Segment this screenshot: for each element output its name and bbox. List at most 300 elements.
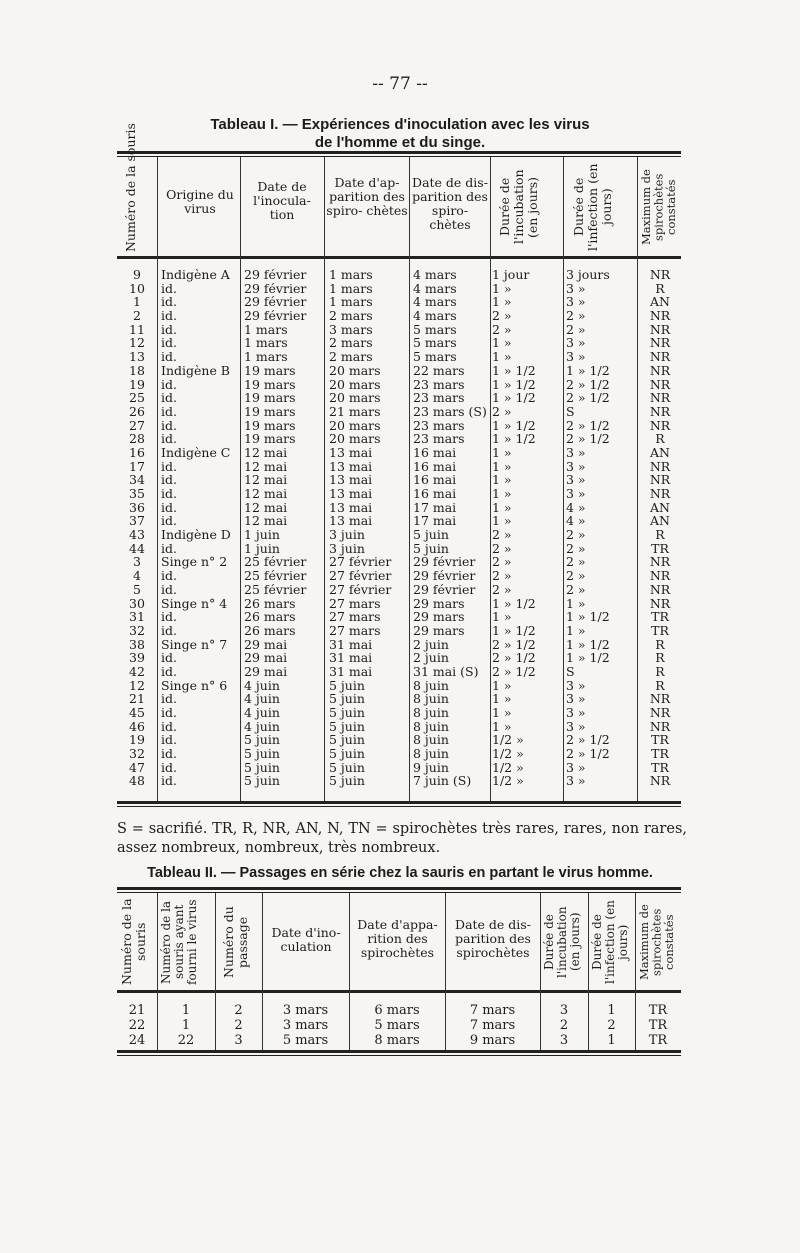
table-row: [117, 610, 681, 624]
table1-body: [117, 268, 681, 788]
cell-num: 45: [129, 705, 145, 720]
table-row: [117, 405, 681, 419]
cell-max: AN: [650, 513, 670, 529]
cell-app: 20 mars: [329, 376, 381, 392]
cell-disp: 29 février: [413, 581, 476, 597]
cell-incub: 2 »: [492, 527, 512, 543]
cell-infect: 2: [607, 1018, 616, 1033]
cell-incub: 1 »: [492, 444, 512, 460]
cell-infect: 3 jours: [566, 267, 610, 282]
cell-origine: id.: [161, 650, 177, 666]
table-row: [117, 761, 681, 775]
cell-disp: 5 mars: [413, 321, 457, 337]
table2-top-rule-2: [117, 892, 681, 893]
cell-disp: 16 mai: [413, 486, 457, 501]
cell-inoc: 29 février: [244, 267, 307, 282]
cell-max: AN: [650, 444, 670, 460]
cell-app: 27 février: [329, 554, 392, 570]
cell-disp: 5 juin: [413, 527, 449, 543]
cell-origine: id.: [161, 499, 177, 515]
cell-incub: 3: [559, 1003, 569, 1018]
cell-inoc: 29 février: [244, 294, 307, 310]
cell-max: R: [655, 650, 665, 666]
cell-infect: 1 » 1/2: [566, 650, 610, 666]
cell-app: 5 juin: [329, 691, 365, 707]
cell-infect: 1: [607, 1033, 616, 1048]
cell-incub: 1 »: [492, 677, 512, 693]
t1-header-numero: Numéro de la souris: [123, 123, 138, 252]
cell-app: 5 mars: [374, 1018, 420, 1033]
cell-incub: 2 »: [492, 308, 512, 324]
cell-infect: 3 »: [566, 458, 586, 474]
cell-num: 5: [133, 581, 141, 597]
cell-incub: 1 »: [492, 472, 512, 488]
cell-max: NR: [649, 472, 671, 488]
cell-max: TR: [651, 609, 669, 625]
cell-incub: 2 » 1/2: [492, 663, 536, 679]
cell-num: 38: [129, 636, 145, 652]
cell-max: NR: [649, 349, 671, 365]
cell-max: R: [655, 431, 665, 447]
cell-app: 21 mars: [329, 403, 381, 419]
cell-inoc: 19 mars: [244, 431, 296, 447]
cell-origine: Singe n° 7: [161, 636, 228, 652]
cell-incub: 2 »: [492, 540, 512, 556]
cell-max: TR: [651, 540, 669, 556]
cell-disp: 29 mars: [413, 622, 465, 638]
table-row: [117, 555, 681, 569]
cell-max: R: [655, 527, 665, 543]
cell-num: 22: [128, 1018, 146, 1033]
cell-disp: 16 mai: [413, 444, 457, 460]
cell-inoc: 3 mars: [282, 1003, 329, 1018]
cell-inoc: 5 juin: [244, 759, 280, 775]
t1-header-infection: Durée de l'infection (en jours): [571, 163, 614, 251]
cell-num: 16: [129, 444, 145, 460]
cell-infect: 1 » 1/2: [566, 636, 610, 652]
table-row: [117, 336, 681, 350]
cell-infect: 3 »: [566, 705, 586, 720]
table1-bottom-rule-2: [117, 806, 681, 807]
cell-incub: 1 » 1/2: [492, 390, 536, 406]
cell-infect: 1: [607, 1003, 616, 1018]
cell-disp: 7 mars: [469, 1018, 516, 1033]
cell-origine: id.: [161, 417, 177, 433]
cell-infect: 2 »: [566, 568, 586, 584]
t1-header-maximum: Maximum de spirochètes constatés: [639, 169, 678, 245]
cell-origine: id.: [161, 431, 177, 447]
cell-infect: 1 » 1/2: [566, 609, 610, 625]
cell-disp: 5 mars: [413, 349, 457, 365]
cell-incub: 1 »: [492, 280, 512, 296]
cell-origine: id.: [161, 540, 177, 556]
cell-disp: 8 juin: [413, 746, 449, 762]
cell-disp: 7 juin (S): [413, 773, 472, 789]
table-row: [117, 268, 681, 282]
cell-app: 3 mars: [329, 321, 373, 337]
cell-inoc: 1 juin: [244, 540, 280, 556]
cell-app: 31 mai: [329, 650, 373, 666]
t2-header-apparition: Date d'appa- rition des spirochètes: [357, 917, 438, 960]
cell-origine: Singe n° 6: [161, 677, 228, 693]
table-row: [117, 692, 681, 706]
table2-bottom-rule-2: [117, 1055, 681, 1056]
t2-header-incubation: Durée de l'incubation (en jours): [542, 906, 582, 978]
cell-app: 13 mai: [329, 444, 373, 460]
cell-inoc: 4 juin: [244, 691, 280, 707]
cell-num: 4: [133, 568, 141, 584]
cell-max: NR: [649, 458, 671, 474]
cell-infect: 2 »: [566, 308, 586, 324]
cell-infect: 3 »: [566, 759, 586, 775]
table-row: [117, 679, 681, 693]
table-row: [117, 378, 681, 392]
cell-disp: 2 juin: [413, 636, 449, 652]
legend-note: S = sacrifié. TR, R, NR, AN, N, TN = spirochètes très rares, rares, non rares, assez nombreux, nombreux, très nombreux.: [117, 821, 687, 856]
cell-inoc: 26 mars: [244, 595, 296, 611]
cell-num: 25: [129, 390, 145, 406]
cell-num: 37: [129, 513, 145, 529]
cell-disp: 7 mars: [469, 1003, 516, 1018]
cell-incub: 2: [559, 1018, 569, 1033]
table-row: [117, 542, 681, 556]
cell-app: 5 juin: [329, 705, 365, 720]
cell-disp: 8 juin: [413, 718, 449, 734]
cell-app: 27 mars: [329, 609, 381, 625]
cell-origine: id.: [161, 581, 177, 597]
cell-app: 20 mars: [329, 362, 381, 378]
cell-num: 30: [129, 595, 145, 611]
cell-incub: 1 »: [492, 335, 512, 351]
cell-incub: 2 »: [492, 321, 512, 337]
table-row: [117, 514, 681, 528]
cell-infect: 2 »: [566, 540, 586, 556]
table-row: [117, 747, 681, 761]
cell-origine: id.: [161, 403, 177, 419]
cell-max: TR: [651, 746, 669, 762]
cell-inoc: 12 mai: [244, 472, 288, 488]
cell-num: 18: [129, 362, 145, 378]
cell-origine: id.: [161, 759, 177, 775]
cell-num: 9: [133, 267, 141, 282]
cell-origine: id.: [161, 732, 177, 748]
cell-num: 19: [129, 376, 145, 392]
cell-inoc: 25 février: [244, 568, 307, 584]
cell-inoc: 12 mai: [244, 458, 288, 474]
cell-max: TR: [651, 759, 669, 775]
table-row: [117, 501, 681, 515]
cell-max: NR: [649, 568, 671, 584]
cell-incub: 1 »: [492, 294, 512, 310]
table-row: [117, 706, 681, 720]
cell-disp: 23 mars: [413, 431, 465, 447]
cell-incub: 1 »: [492, 486, 512, 501]
cell-incub: 1/2 »: [492, 746, 524, 762]
cell-app: 27 février: [329, 568, 392, 584]
table-row: [117, 720, 681, 734]
cell-incub: 1 » 1/2: [492, 417, 536, 433]
cell-infect: 3 »: [566, 335, 586, 351]
cell-infect: 2 » 1/2: [566, 390, 610, 406]
cell-inoc: 12 mai: [244, 513, 288, 529]
cell-app: 27 mars: [329, 595, 381, 611]
cell-num: 21: [128, 1003, 146, 1018]
cell-incub: 1 » 1/2: [492, 376, 536, 392]
cell-origine: Indigène A: [161, 267, 230, 282]
cell-max: NR: [649, 486, 671, 501]
cell-disp: 23 mars (S): [413, 403, 487, 419]
cell-disp: 5 juin: [413, 540, 449, 556]
cell-inoc: 1 juin: [244, 527, 280, 543]
cell-app: 2 mars: [329, 308, 373, 324]
cell-origine: id.: [161, 321, 177, 337]
table-row: [117, 597, 681, 611]
cell-max: NR: [649, 581, 671, 597]
cell-disp: 23 mars: [413, 417, 465, 433]
table-row: [117, 432, 681, 446]
t2-header-source: Numéro de la souris ayant fourni le virus: [159, 899, 199, 985]
cell-origine: id.: [161, 390, 177, 406]
cell-max: TR: [651, 622, 669, 638]
cell-infect: 2 »: [566, 581, 586, 597]
table-row: [117, 350, 681, 364]
cell-num: 46: [129, 718, 145, 734]
cell-source: 22: [177, 1033, 195, 1048]
t2-header-infection: Durée de l'infection (en jours): [590, 900, 630, 984]
t1-header-origine: Origine du virus: [166, 187, 234, 216]
table-row: [117, 1018, 681, 1033]
cell-infect: 3 »: [566, 691, 586, 707]
cell-num: 35: [129, 486, 145, 501]
cell-num: 1: [133, 294, 141, 310]
table-row: [117, 309, 681, 323]
cell-disp: 17 mai: [413, 499, 457, 515]
cell-max: NR: [649, 417, 671, 433]
table1-caption-line2: de l'homme et du singe.: [314, 134, 486, 151]
cell-app: 27 mars: [329, 622, 381, 638]
cell-max: AN: [650, 294, 670, 310]
cell-num: 36: [129, 499, 145, 515]
cell-incub: 2 »: [492, 581, 512, 597]
cell-infect: 3 »: [566, 472, 586, 488]
table1-bottom-rule: [117, 801, 681, 804]
cell-disp: 5 mars: [413, 335, 457, 351]
cell-inoc: 19 mars: [244, 390, 296, 406]
table-row: [117, 364, 681, 378]
cell-inoc: 1 mars: [244, 321, 288, 337]
cell-app: 13 mai: [329, 499, 373, 515]
cell-max: TR: [651, 732, 669, 748]
table1-top-rule: [117, 151, 681, 154]
cell-max: NR: [649, 335, 671, 351]
cell-origine: id.: [161, 718, 177, 734]
cell-incub: 1 »: [492, 349, 512, 365]
cell-origine: id.: [161, 622, 177, 638]
cell-origine: id.: [161, 568, 177, 584]
table-row: [117, 419, 681, 433]
cell-origine: id.: [161, 663, 177, 679]
cell-infect: 3 »: [566, 280, 586, 296]
table2-body: [117, 1003, 681, 1048]
cell-infect: 1 »: [566, 595, 586, 611]
cell-incub: 1 »: [492, 609, 512, 625]
cell-incub: 1 »: [492, 718, 512, 734]
cell-max: NR: [649, 691, 671, 707]
cell-app: 2 mars: [329, 349, 373, 365]
t1-header-apparition: Date d'ap- parition des spiro- chètes: [326, 175, 408, 218]
table2-top-rule: [117, 887, 681, 890]
cell-app: 8 mars: [374, 1033, 420, 1048]
t2-header-disparition: Date de dis- parition des spirochètes: [455, 917, 531, 960]
cell-max: R: [655, 677, 665, 693]
cell-num: 27: [129, 417, 145, 433]
cell-app: 13 mai: [329, 472, 373, 488]
page-number: -- 77 --: [372, 74, 428, 94]
table-row: [117, 569, 681, 583]
cell-num: 32: [129, 746, 145, 762]
table-row: [117, 638, 681, 652]
cell-disp: 29 mars: [413, 595, 465, 611]
cell-origine: id.: [161, 513, 177, 529]
t2-header-maximum: Maximum de spirochètes constatés: [637, 904, 676, 980]
table-row: [117, 282, 681, 296]
table-row: [117, 323, 681, 337]
table1-header-rule: [117, 256, 681, 259]
cell-inoc: 4 juin: [244, 677, 280, 693]
t1-header-inoculation: Date de l'inocula- tion: [253, 179, 311, 222]
cell-disp: 2 juin: [413, 650, 449, 666]
cell-disp: 8 juin: [413, 732, 449, 748]
cell-origine: id.: [161, 294, 177, 310]
cell-source: 1: [181, 1003, 191, 1018]
table-row: [117, 624, 681, 638]
cell-disp: 16 mai: [413, 472, 457, 488]
cell-incub: 1 » 1/2: [492, 595, 536, 611]
cell-disp: 4 mars: [413, 280, 457, 296]
cell-incub: 1 »: [492, 499, 512, 515]
cell-max: NR: [649, 308, 671, 324]
cell-incub: 1/2 »: [492, 759, 524, 775]
cell-app: 5 juin: [329, 677, 365, 693]
cell-num: 2: [133, 308, 141, 324]
cell-app: 20 mars: [329, 417, 381, 433]
cell-num: 21: [129, 691, 145, 707]
cell-num: 19: [129, 732, 145, 748]
cell-disp: 16 mai: [413, 458, 457, 474]
cell-incub: 1 »: [492, 691, 512, 707]
cell-disp: 4 mars: [413, 308, 457, 324]
cell-infect: 3 »: [566, 294, 586, 310]
cell-origine: id.: [161, 458, 177, 474]
cell-origine: id.: [161, 472, 177, 488]
cell-disp: 8 juin: [413, 691, 449, 707]
cell-origine: id.: [161, 335, 177, 351]
table-row: [117, 583, 681, 597]
table1-caption: [0, 116, 800, 152]
table-row: [117, 665, 681, 679]
cell-infect: 2 » 1/2: [566, 417, 610, 433]
cell-origine: Indigène B: [161, 362, 230, 378]
table-row: [117, 487, 681, 501]
cell-num: 26: [129, 403, 145, 419]
cell-origine: id.: [161, 609, 177, 625]
cell-origine: id.: [161, 376, 177, 392]
cell-app: 1 mars: [329, 294, 373, 310]
cell-num: 28: [129, 431, 145, 447]
cell-app: 13 mai: [329, 458, 373, 474]
cell-num: 43: [129, 527, 145, 543]
table1-caption-line1: Tableau I. — Expériences d'inoculation avec les virus: [210, 116, 590, 133]
cell-incub: 1 »: [492, 705, 512, 720]
cell-app: 2 mars: [329, 335, 373, 351]
cell-app: 6 mars: [374, 1003, 420, 1018]
cell-inoc: 19 mars: [244, 403, 296, 419]
cell-num: 24: [128, 1033, 146, 1048]
table-row: [117, 651, 681, 665]
cell-max: AN: [650, 499, 670, 515]
cell-disp: 23 mars: [413, 376, 465, 392]
cell-app: 20 mars: [329, 390, 381, 406]
cell-inoc: 25 février: [244, 581, 307, 597]
cell-disp: 9 juin: [413, 759, 449, 775]
cell-disp: 29 février: [413, 554, 476, 570]
cell-inoc: 12 mai: [244, 499, 288, 515]
table-row: [117, 460, 681, 474]
cell-num: 11: [129, 321, 145, 337]
cell-inoc: 5 juin: [244, 746, 280, 762]
cell-infect: 2 » 1/2: [566, 732, 610, 748]
cell-num: 13: [129, 349, 145, 365]
cell-max: NR: [649, 362, 671, 378]
cell-disp: 9 mars: [469, 1033, 516, 1048]
cell-inoc: 12 mai: [244, 444, 288, 460]
cell-max: NR: [649, 376, 671, 392]
cell-num: 12: [129, 677, 145, 693]
cell-origine: Singe n° 4: [161, 595, 228, 611]
cell-max: NR: [649, 595, 671, 611]
t1-header-disparition: Date de dis- parition des spiro- chètes: [412, 175, 488, 232]
cell-disp: 8 juin: [413, 677, 449, 693]
cell-infect: 2 » 1/2: [566, 746, 610, 762]
cell-app: 5 juin: [329, 746, 365, 762]
cell-num: 47: [129, 759, 145, 775]
cell-incub: 1 »: [492, 513, 512, 529]
cell-app: 31 mai: [329, 663, 373, 679]
cell-app: 1 mars: [329, 280, 373, 296]
cell-max: NR: [649, 554, 671, 570]
cell-inoc: 5 juin: [244, 732, 280, 748]
cell-inoc: 5 mars: [282, 1033, 329, 1048]
cell-source: 1: [181, 1018, 191, 1033]
cell-infect: 2 »: [566, 321, 586, 337]
table-row: [117, 391, 681, 405]
cell-disp: 4 mars: [413, 294, 457, 310]
cell-disp: 22 mars: [413, 362, 465, 378]
table-row: [117, 295, 681, 309]
cell-inoc: 29 février: [244, 280, 307, 296]
cell-max: NR: [649, 321, 671, 337]
cell-disp: 17 mai: [413, 513, 457, 529]
table-row: [117, 446, 681, 460]
cell-app: 1 mars: [329, 267, 373, 282]
cell-disp: 31 mai (S): [413, 663, 479, 679]
cell-infect: 2 »: [566, 554, 586, 570]
cell-infect: 3 »: [566, 677, 586, 693]
cell-disp: 29 février: [413, 568, 476, 584]
t1-header-incubation: Durée de l'incubation (en jours): [497, 169, 540, 245]
table-row: [117, 774, 681, 788]
cell-incub: 2 »: [492, 403, 512, 419]
